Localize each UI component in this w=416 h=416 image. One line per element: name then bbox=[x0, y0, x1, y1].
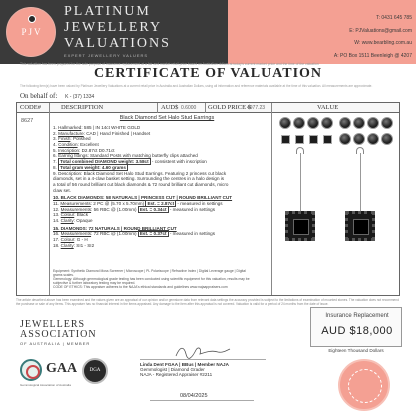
gem-photo bbox=[279, 117, 291, 129]
header-aud-value: 0.6000 bbox=[181, 105, 197, 111]
contact-details bbox=[236, 12, 412, 62]
gem-photo bbox=[381, 133, 393, 145]
header-description: DESCRIPTION bbox=[61, 104, 104, 111]
desc-row: a total of 56 round brilliant cut black diamonds & 72 round brilliant cut diamonds, micro bbox=[53, 181, 229, 187]
desc-row: 5. Inscription: D2.87ct D0.71ct bbox=[53, 147, 115, 153]
column-divider bbox=[205, 103, 206, 113]
valuation-table bbox=[16, 102, 400, 296]
gem-photo bbox=[353, 133, 365, 145]
gaa-subtitle: Gemmological Association of Australia bbox=[20, 383, 71, 387]
desc-row: 16. Measurements: 72 RBC @ (1.00mm) Est. = 0.37ct - measured in settings bbox=[53, 231, 216, 237]
jewellers-association-logo bbox=[20, 320, 130, 346]
certificate-title: CERTIFICATE OF VALUATION bbox=[93, 66, 323, 81]
disclaimer: The article described above has been examined and the values given are an appraisal of our opinion and/or gemstone data from relevant data settings the accuracy provided is subject to the limitations of examination of mounted stones. The valuation does not recommend the purchase or sale of any items. This appraiser has no financial interest in the items appraised. Any damage to the item after this appraisal is not covered. Valuation is valid for a period of 24 months from the date of issue. bbox=[16, 298, 399, 306]
table-header bbox=[17, 103, 399, 113]
desc-row: 14. Clarity: Opaque bbox=[53, 218, 93, 223]
signature-line bbox=[140, 359, 266, 360]
column-divider bbox=[157, 103, 158, 113]
gem-photo bbox=[367, 133, 379, 145]
desc-row: 2. Manufacture: CAD | Hand Finished | Handset bbox=[53, 130, 151, 136]
gem-photo bbox=[323, 135, 332, 144]
section-black-diamonds: 10. BLACK DIAMONDS: 58 NATURALS | PRINCESS CUT | ROUND BRILLIANT CUT bbox=[53, 195, 233, 201]
column-divider bbox=[271, 103, 272, 295]
desc-row: 3. Finish: Polished bbox=[53, 136, 91, 142]
item-code: 8627 bbox=[21, 118, 34, 124]
gaa-emblem-icon bbox=[20, 359, 42, 381]
gem-photo bbox=[339, 133, 351, 145]
desc-row: 18. Clarity: SI1 - SI2 bbox=[53, 242, 95, 248]
gem-photo bbox=[293, 117, 305, 129]
header-gold-price: GOLD PRICE $ bbox=[208, 104, 251, 111]
signer-name: Linda Dent FGAA | BBus | Member NAJA bbox=[140, 362, 229, 367]
on-behalf-of bbox=[20, 92, 94, 100]
equipment-notes bbox=[53, 269, 253, 289]
desc-row: 6. Earring fittings: Standard Posts with matching butterfly clips attached bbox=[53, 153, 198, 159]
date-line bbox=[150, 400, 254, 401]
header-code: CODE# bbox=[20, 104, 41, 111]
desc-row-total-weight: 7. Total combined DIAMOND weight: 3.58ct - consistent with inscription bbox=[53, 159, 207, 165]
desc-row: 1. Hallmarked: 585 | IN 14ct WHITE GOLD bbox=[53, 125, 141, 130]
column-divider bbox=[49, 103, 50, 295]
ja-line-2: ASSOCIATION bbox=[20, 329, 97, 340]
gem-photo bbox=[295, 135, 304, 144]
insurance-label: Insurance Replacement bbox=[325, 313, 389, 319]
gem-photo bbox=[339, 117, 351, 129]
header-value: VALUE bbox=[317, 104, 339, 111]
brand-name bbox=[64, 4, 234, 52]
item-description bbox=[53, 125, 269, 248]
signer-details bbox=[140, 362, 280, 378]
desc-row: 4. Condition: Excellent bbox=[53, 142, 99, 148]
brand-line-2: JEWELLERY bbox=[64, 20, 163, 35]
ja-line-1: JEWELLERS bbox=[20, 319, 86, 330]
contact-phone: T: 0431 645 785 bbox=[376, 15, 412, 21]
signature-date: 08/04/2025 bbox=[180, 393, 208, 399]
logo-initials: PJV bbox=[21, 27, 43, 37]
header bbox=[0, 0, 416, 64]
dga-badge: DGA bbox=[82, 358, 108, 384]
contact-web: W: www.bearbling.com.au bbox=[354, 40, 412, 46]
on-behalf-label: On behalf of: bbox=[20, 92, 58, 100]
desc-row: 9. Description: Black Diamond Set Halo Stud Earrings. Featuring 2 princess cut black bbox=[53, 170, 227, 176]
desc-row: 13. Colour: Black bbox=[53, 212, 89, 218]
gem-photo bbox=[309, 135, 318, 144]
header-aud: AUD$ bbox=[161, 104, 179, 111]
signer-registration: NAJA - Registered Appraiser #2211 bbox=[140, 372, 213, 378]
desc-row: 11. Measurements: 2 PC @ (5.70 x 5.70mm) Est. = 2.87ct - measured in settings bbox=[53, 200, 223, 206]
gem-photo bbox=[381, 117, 393, 129]
on-behalf-value: K - (37) 1334 bbox=[65, 94, 95, 100]
code-of-ethics-line: CODE OF ETHICS: This appraiser adheres to the NAJA's ethical standards and guidelines www.najaappraisers.com bbox=[53, 285, 228, 290]
insurance-value: AUD $18,000 bbox=[321, 325, 393, 337]
intro-text: This valuation has been prepared for the sole purpose of insurance replacement at a fair and market retail price based on Australian dollars at today's current market price and the time of the valuation bbox=[20, 62, 319, 66]
insurance-value-words: Eighteen Thousand Dollars bbox=[328, 348, 384, 353]
signer-title: Gemmologist | Diamond Grader bbox=[140, 367, 205, 373]
gaa-text: GAA bbox=[46, 361, 78, 376]
valuation-fineprint: The following item(s) have been valued by Platinum Jewellery Valuations at a current retail price in Australia and Australian Dollars, using all information and reference materials available at the time of this valuation. All measurements are approximate. bbox=[20, 84, 373, 88]
insurance-value-box bbox=[310, 307, 402, 347]
desc-row: 17. Colour: G - H bbox=[53, 237, 88, 243]
gemmology-line: Gemmology: Although gemmological grade testing has been conducted using scientific equipment for this valuation, results may be subjective & further laboratory testing may be required. bbox=[53, 277, 250, 286]
brand-tagline: EXPERT JEWELLERY VALUERS bbox=[64, 53, 149, 58]
pink-seal-icon bbox=[338, 359, 390, 411]
ja-line-3: OF AUSTRALIA | MEMBER bbox=[20, 341, 91, 346]
desc-row-gram-weight: 8. Total gram weight: 4.60 grams bbox=[53, 164, 126, 170]
equipment-line: Equipment: Synthetic Diamond Moss Screener | Microscope | PL Polariscope | Refractive Index | Digital Leverage gauge | Digital grams scales. bbox=[53, 269, 246, 278]
desc-row: claw set. bbox=[53, 187, 71, 193]
gem-photo bbox=[281, 135, 290, 144]
contact-email: E: PJValuations@gmail.com bbox=[349, 27, 412, 34]
brand-logo bbox=[6, 7, 56, 57]
gem-photo bbox=[307, 117, 319, 129]
section-diamonds: 15. DIAMONDS: 72 NATURALS | ROUND BRILLIANT CUT bbox=[53, 225, 177, 231]
brand-line-1: PLATINUM bbox=[64, 4, 151, 19]
gem-photo bbox=[367, 117, 379, 129]
desc-row: diamonds, set in a 4-claw basket setting. Surrounding the centres in a halo design is bbox=[53, 176, 225, 182]
signature bbox=[172, 344, 232, 360]
brand-line-3: VALUATIONS bbox=[64, 36, 171, 51]
item-title: Black Diamond Set Halo Stud Earrings bbox=[119, 115, 215, 121]
gaa-logo bbox=[20, 357, 80, 397]
gem-photo bbox=[321, 117, 333, 129]
contact-address: A: PO Box 1511 Beenleigh @ 4207 bbox=[333, 52, 412, 59]
gem-icon bbox=[28, 15, 36, 23]
desc-row: 12. Measurements: 56 RBC @ (1.00mm) Est. = 0.34ct - measured in settings bbox=[53, 206, 216, 212]
gem-photo bbox=[353, 117, 365, 129]
header-gold-price-value: 4977.23 bbox=[247, 105, 266, 111]
